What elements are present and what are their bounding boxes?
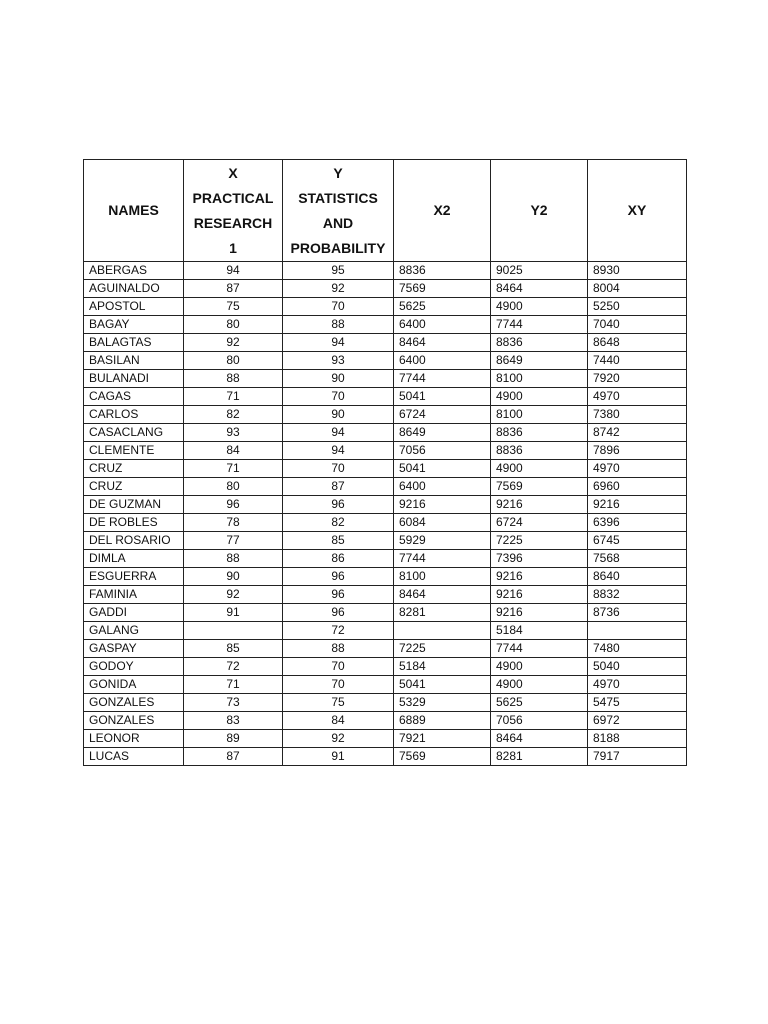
table-row	[84, 748, 687, 766]
cell-xy: 8832	[588, 586, 687, 604]
cell-x: 87	[184, 280, 283, 298]
cell-x: 94	[184, 262, 283, 280]
table-row	[84, 262, 687, 280]
table-body	[84, 262, 687, 766]
cell-name: GONZALES	[84, 694, 184, 712]
cell-x2: 5184	[394, 658, 491, 676]
cell-y: 75	[283, 694, 394, 712]
cell-y: 86	[283, 550, 394, 568]
cell-x: 71	[184, 388, 283, 406]
cell-x: 80	[184, 316, 283, 334]
table-row	[84, 442, 687, 460]
cell-x2: 7225	[394, 640, 491, 658]
cell-x2: 5041	[394, 388, 491, 406]
table-row	[84, 460, 687, 478]
cell-y: 85	[283, 532, 394, 550]
table-row	[84, 478, 687, 496]
table-row	[84, 406, 687, 424]
cell-name: DE ROBLES	[84, 514, 184, 532]
cell-x: 80	[184, 352, 283, 370]
header-x-line: PRACTICAL	[192, 189, 274, 206]
table-row	[84, 730, 687, 748]
cell-x: 89	[184, 730, 283, 748]
cell-xy: 8188	[588, 730, 687, 748]
cell-xy: 5475	[588, 694, 687, 712]
cell-y: 87	[283, 478, 394, 496]
cell-y: 96	[283, 496, 394, 514]
header-y-line: PROBABILITY	[290, 239, 386, 256]
cell-xy: 5250	[588, 298, 687, 316]
cell-y: 96	[283, 604, 394, 622]
cell-xy: 7920	[588, 370, 687, 388]
cell-x	[184, 622, 283, 640]
cell-name: DE GUZMAN	[84, 496, 184, 514]
cell-name: BULANADI	[84, 370, 184, 388]
cell-y2: 6724	[491, 514, 588, 532]
cell-x: 82	[184, 406, 283, 424]
cell-x2: 8464	[394, 334, 491, 352]
cell-x2: 5041	[394, 460, 491, 478]
cell-y: 92	[283, 730, 394, 748]
header-y-line: STATISTICS	[298, 189, 378, 206]
table-row	[84, 334, 687, 352]
cell-xy: 7896	[588, 442, 687, 460]
cell-y: 88	[283, 640, 394, 658]
table-row	[84, 586, 687, 604]
cell-xy: 6396	[588, 514, 687, 532]
cell-x: 73	[184, 694, 283, 712]
cell-name: CASACLANG	[84, 424, 184, 442]
cell-xy: 8648	[588, 334, 687, 352]
cell-x2: 5041	[394, 676, 491, 694]
cell-y: 92	[283, 280, 394, 298]
cell-name: LUCAS	[84, 748, 184, 766]
cell-y: 91	[283, 748, 394, 766]
cell-x: 93	[184, 424, 283, 442]
cell-x: 88	[184, 370, 283, 388]
cell-name: APOSTOL	[84, 298, 184, 316]
cell-xy: 8736	[588, 604, 687, 622]
cell-y: 94	[283, 442, 394, 460]
cell-xy: 7480	[588, 640, 687, 658]
header-x-line: 1	[229, 239, 237, 256]
table-row	[84, 424, 687, 442]
cell-y: 95	[283, 262, 394, 280]
cell-xy: 7568	[588, 550, 687, 568]
header-names: NAMES	[84, 160, 184, 262]
cell-y2: 9216	[491, 586, 588, 604]
table-row	[84, 640, 687, 658]
cell-y2: 4900	[491, 676, 588, 694]
cell-y2: 7744	[491, 640, 588, 658]
cell-y2: 7569	[491, 478, 588, 496]
cell-xy: 7380	[588, 406, 687, 424]
cell-xy: 7040	[588, 316, 687, 334]
cell-y2: 4900	[491, 388, 588, 406]
cell-xy: 4970	[588, 460, 687, 478]
cell-x2: 6084	[394, 514, 491, 532]
header-xy: XY	[588, 160, 687, 262]
header-x2: X2	[394, 160, 491, 262]
cell-name: BALAGTAS	[84, 334, 184, 352]
cell-y: 94	[283, 334, 394, 352]
cell-xy	[588, 622, 687, 640]
cell-name: GODOY	[84, 658, 184, 676]
cell-y: 88	[283, 316, 394, 334]
cell-y2: 9025	[491, 262, 588, 280]
cell-name: ABERGAS	[84, 262, 184, 280]
cell-y: 96	[283, 586, 394, 604]
header-row	[84, 160, 687, 262]
cell-name: ESGUERRA	[84, 568, 184, 586]
cell-xy: 7440	[588, 352, 687, 370]
table-row	[84, 388, 687, 406]
cell-y: 90	[283, 406, 394, 424]
cell-y: 70	[283, 658, 394, 676]
cell-x: 96	[184, 496, 283, 514]
cell-name: GONIDA	[84, 676, 184, 694]
cell-y: 72	[283, 622, 394, 640]
cell-x2: 7744	[394, 370, 491, 388]
table-row	[84, 298, 687, 316]
cell-name: GASPAY	[84, 640, 184, 658]
cell-y: 94	[283, 424, 394, 442]
cell-x: 92	[184, 334, 283, 352]
cell-y: 96	[283, 568, 394, 586]
cell-xy: 8742	[588, 424, 687, 442]
cell-name: BAGAY	[84, 316, 184, 334]
cell-x2: 8281	[394, 604, 491, 622]
cell-name: CLEMENTE	[84, 442, 184, 460]
cell-x: 78	[184, 514, 283, 532]
cell-name: CAGAS	[84, 388, 184, 406]
cell-xy: 8640	[588, 568, 687, 586]
cell-y: 90	[283, 370, 394, 388]
table-row	[84, 550, 687, 568]
cell-y2: 4900	[491, 460, 588, 478]
cell-name: AGUINALDO	[84, 280, 184, 298]
cell-x: 77	[184, 532, 283, 550]
cell-x2: 8836	[394, 262, 491, 280]
cell-xy: 8004	[588, 280, 687, 298]
cell-y2: 7056	[491, 712, 588, 730]
table-row	[84, 604, 687, 622]
cell-name: GALANG	[84, 622, 184, 640]
cell-y2: 4900	[491, 298, 588, 316]
table-row	[84, 568, 687, 586]
cell-x2: 5329	[394, 694, 491, 712]
header-y	[283, 160, 394, 262]
cell-name: CRUZ	[84, 478, 184, 496]
data-table	[83, 159, 687, 766]
cell-y2: 8281	[491, 748, 588, 766]
header-y-line: Y	[333, 164, 343, 181]
cell-x2: 6400	[394, 316, 491, 334]
cell-name: BASILAN	[84, 352, 184, 370]
cell-y2: 8464	[491, 730, 588, 748]
cell-y: 70	[283, 388, 394, 406]
cell-y2: 8836	[491, 334, 588, 352]
cell-xy: 5040	[588, 658, 687, 676]
cell-y2: 8100	[491, 370, 588, 388]
cell-x2: 6400	[394, 478, 491, 496]
cell-y: 70	[283, 298, 394, 316]
cell-xy: 4970	[588, 676, 687, 694]
cell-xy: 6960	[588, 478, 687, 496]
cell-x: 75	[184, 298, 283, 316]
cell-y2: 9216	[491, 604, 588, 622]
table-row	[84, 622, 687, 640]
cell-x: 80	[184, 478, 283, 496]
cell-name: CRUZ	[84, 460, 184, 478]
cell-x2: 8649	[394, 424, 491, 442]
cell-x: 72	[184, 658, 283, 676]
cell-x2: 6889	[394, 712, 491, 730]
cell-x2: 7569	[394, 280, 491, 298]
table-row	[84, 514, 687, 532]
cell-x: 87	[184, 748, 283, 766]
cell-x2: 8100	[394, 568, 491, 586]
cell-y2: 7396	[491, 550, 588, 568]
cell-y2: 5625	[491, 694, 588, 712]
table-row	[84, 496, 687, 514]
cell-xy: 8930	[588, 262, 687, 280]
cell-x2: 9216	[394, 496, 491, 514]
cell-x: 85	[184, 640, 283, 658]
cell-xy: 6745	[588, 532, 687, 550]
cell-x: 92	[184, 586, 283, 604]
cell-x: 91	[184, 604, 283, 622]
table-row	[84, 370, 687, 388]
cell-y: 82	[283, 514, 394, 532]
cell-y2: 8464	[491, 280, 588, 298]
cell-name: CARLOS	[84, 406, 184, 424]
header-x	[184, 160, 283, 262]
cell-x2: 5625	[394, 298, 491, 316]
cell-x: 90	[184, 568, 283, 586]
cell-x: 71	[184, 460, 283, 478]
cell-name: GADDI	[84, 604, 184, 622]
cell-y2: 9216	[491, 496, 588, 514]
cell-x: 83	[184, 712, 283, 730]
cell-y2: 8836	[491, 442, 588, 460]
cell-y2: 7225	[491, 532, 588, 550]
cell-name: LEONOR	[84, 730, 184, 748]
cell-x2: 5929	[394, 532, 491, 550]
cell-y2: 4900	[491, 658, 588, 676]
cell-name: DEL ROSARIO	[84, 532, 184, 550]
cell-x: 71	[184, 676, 283, 694]
cell-y: 70	[283, 676, 394, 694]
header-x-line: RESEARCH	[193, 214, 273, 231]
cell-x2: 6724	[394, 406, 491, 424]
cell-xy: 7917	[588, 748, 687, 766]
cell-y2: 8100	[491, 406, 588, 424]
cell-y2: 5184	[491, 622, 588, 640]
header-x-line: X	[228, 164, 238, 181]
cell-xy: 4970	[588, 388, 687, 406]
header-y2: Y2	[491, 160, 588, 262]
cell-y2: 7744	[491, 316, 588, 334]
table-row	[84, 352, 687, 370]
cell-y2: 8649	[491, 352, 588, 370]
cell-name: DIMLA	[84, 550, 184, 568]
cell-y2: 9216	[491, 568, 588, 586]
header-y-line: AND	[322, 214, 354, 231]
table-row	[84, 316, 687, 334]
cell-y: 93	[283, 352, 394, 370]
cell-y: 70	[283, 460, 394, 478]
table-row	[84, 694, 687, 712]
table-row	[84, 280, 687, 298]
cell-x2: 7569	[394, 748, 491, 766]
cell-name: FAMINIA	[84, 586, 184, 604]
table-row	[84, 658, 687, 676]
cell-name: GONZALES	[84, 712, 184, 730]
cell-x2: 8464	[394, 586, 491, 604]
cell-xy: 9216	[588, 496, 687, 514]
cell-xy: 6972	[588, 712, 687, 730]
cell-x: 84	[184, 442, 283, 460]
table-row	[84, 532, 687, 550]
cell-y: 84	[283, 712, 394, 730]
cell-x2	[394, 622, 491, 640]
cell-y2: 8836	[491, 424, 588, 442]
table-row	[84, 712, 687, 730]
cell-x2: 7056	[394, 442, 491, 460]
cell-x2: 7744	[394, 550, 491, 568]
table-row	[84, 676, 687, 694]
cell-x: 88	[184, 550, 283, 568]
cell-x2: 7921	[394, 730, 491, 748]
cell-x2: 6400	[394, 352, 491, 370]
